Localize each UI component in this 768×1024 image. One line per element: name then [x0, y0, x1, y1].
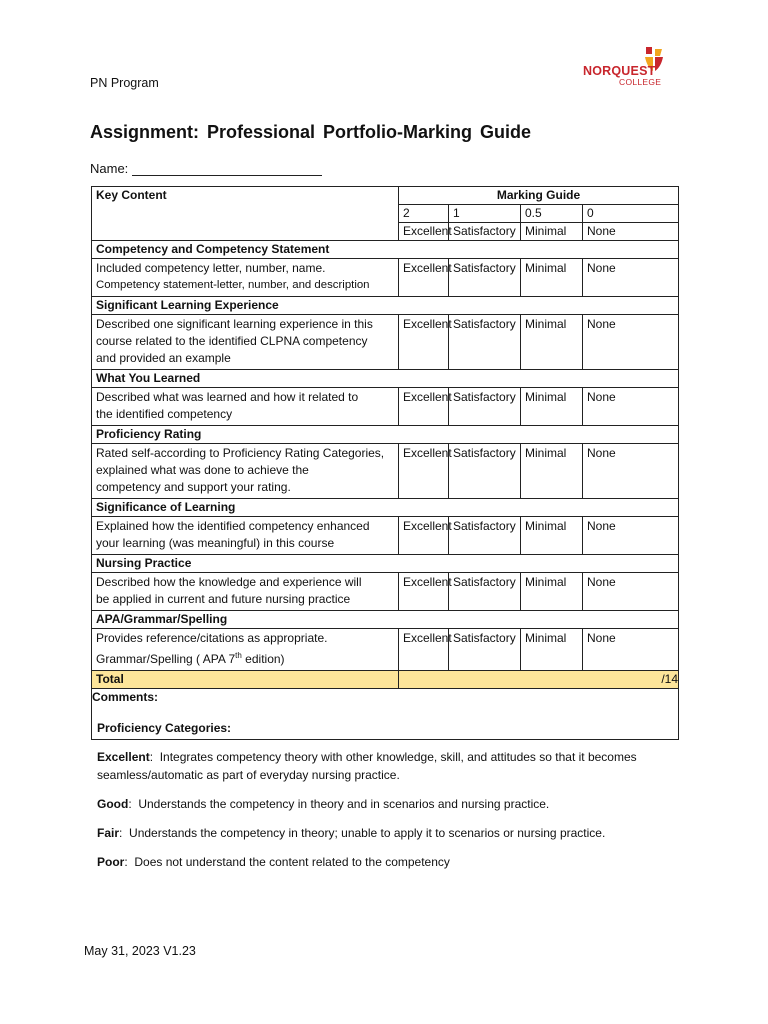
- page-title: Assignment: Professional Portfolio-Marking Guide: [90, 122, 532, 142]
- level-option-excellent: Excellent: [399, 629, 449, 671]
- total-row: [92, 671, 679, 689]
- criterion-line: Described one significant learning experience in this: [96, 317, 373, 331]
- criterion-line: competency and support your rating.: [96, 480, 291, 494]
- section-title: Competency and Competency Statement: [92, 241, 679, 259]
- criterion-line: Described how the knowledge and experience will: [96, 575, 362, 589]
- level-option-excellent: Excellent: [399, 517, 449, 555]
- level-option-none: None: [583, 629, 679, 671]
- total-label: Total: [92, 671, 399, 689]
- criterion-line: and provided an example: [96, 351, 231, 365]
- level-cell: Minimal: [521, 223, 583, 241]
- criterion-row: [92, 573, 679, 611]
- name-field-row: [90, 161, 322, 176]
- level-option-minimal: Minimal: [521, 517, 583, 555]
- level-option-none: None: [583, 388, 679, 426]
- score-cell: 2: [399, 205, 449, 223]
- criterion-row: [92, 315, 679, 370]
- level-option-satisfactory: Satisfactory: [449, 444, 521, 499]
- level-option-satisfactory: Satisfactory: [449, 629, 521, 671]
- score-cell: 0.5: [521, 205, 583, 223]
- level-option-excellent: Excellent: [399, 315, 449, 370]
- level-option-none: None: [583, 315, 679, 370]
- footer-version: May 31, 2023 V1.23: [84, 944, 196, 958]
- category-text: Understands the competency in theory and in scenarios and nursing practice.: [138, 797, 550, 811]
- criterion-line: your learning (was meaningful) in this course: [96, 536, 335, 550]
- level-option-satisfactory: Satisfactory: [449, 517, 521, 555]
- level-option-satisfactory: Satisfactory: [449, 259, 521, 297]
- level-cell: None: [583, 223, 679, 241]
- level-option-minimal: Minimal: [521, 444, 583, 499]
- criterion-description: [92, 629, 399, 671]
- level-option-minimal: Minimal: [521, 573, 583, 611]
- section-title: APA/Grammar/Spelling: [92, 611, 679, 629]
- criterion-row: [92, 629, 679, 671]
- categories-heading: Proficiency Categories:: [97, 721, 232, 735]
- level-option-excellent: Excellent: [399, 573, 449, 611]
- criterion-description: [92, 517, 399, 555]
- level-cell: Satisfactory: [449, 223, 521, 241]
- level-option-satisfactory: Satisfactory: [449, 315, 521, 370]
- norquest-logo: [583, 46, 673, 90]
- criterion-row: [92, 517, 679, 555]
- criterion-line: Explained how the identified competency enhanced: [96, 519, 370, 533]
- level-option-minimal: Minimal: [521, 259, 583, 297]
- section-title: What You Learned: [92, 370, 679, 388]
- category-item: Fair: Understands the competency in theory; unable to apply it to scenarios or nursing practice.: [97, 826, 606, 840]
- criterion-line: Rated self-according to Proficiency Rating Categories,: [96, 446, 385, 460]
- proficiency-categories: [97, 719, 657, 882]
- criterion-description: [92, 388, 399, 426]
- criterion-line: Provides reference/citations as appropriate.: [96, 631, 328, 645]
- criterion-text: Grammar/Spelling ( APA 7: [96, 652, 236, 666]
- total-value: /14: [399, 671, 679, 689]
- level-option-none: None: [583, 573, 679, 611]
- section-title: Proficiency Rating: [92, 426, 679, 444]
- score-cell: 1: [449, 205, 521, 223]
- criterion-line: Described what was learned and how it related to: [96, 390, 359, 404]
- level-option-minimal: Minimal: [521, 629, 583, 671]
- level-option-satisfactory: Satisfactory: [449, 388, 521, 426]
- criterion-line: Competency statement-letter, number, and description: [96, 279, 370, 291]
- category-text: Integrates competency theory with other knowledge, skill, and attitudes so that it becomes seamless/automatic as part of everyday nursing practice.: [97, 750, 637, 782]
- criterion-line: course related to the identified CLPNA competency: [96, 334, 368, 348]
- level-option-none: None: [583, 444, 679, 499]
- criterion-description: [92, 259, 399, 297]
- criterion-row: [92, 259, 679, 297]
- section-title: Significance of Learning: [92, 499, 679, 517]
- criterion-line: the identified competency: [96, 407, 233, 421]
- criterion-text: edition): [241, 652, 285, 666]
- score-cell: 0: [583, 205, 679, 223]
- marking-guide-header: Marking Guide: [399, 187, 679, 205]
- category-item: Excellent: Integrates competency theory with other knowledge, skill, and attitudes so that it becomes seamless/automatic as part of everyday nursing practice.: [97, 750, 637, 782]
- criterion-description: [92, 444, 399, 499]
- criterion-row: [92, 388, 679, 426]
- section-title: Nursing Practice: [92, 555, 679, 573]
- level-option-excellent: Excellent: [399, 388, 449, 426]
- criterion-line: explained what was done to achieve the: [96, 463, 309, 477]
- criterion-description: [92, 315, 399, 370]
- superscript: th: [235, 651, 242, 660]
- criterion-row: [92, 444, 679, 499]
- marking-guide-table: [91, 186, 679, 740]
- logo-wordmark: NORQUEST: [583, 64, 656, 78]
- criterion-line: [96, 647, 394, 668]
- section-title: Significant Learning Experience: [92, 297, 679, 315]
- name-input-line[interactable]: [132, 162, 322, 176]
- level-option-satisfactory: Satisfactory: [449, 573, 521, 611]
- category-label: Excellent: [97, 750, 150, 764]
- level-option-none: None: [583, 517, 679, 555]
- category-item: Good: Understands the competency in theory and in scenarios and nursing practice.: [97, 797, 550, 811]
- category-label: Poor: [97, 855, 125, 869]
- category-label: Fair: [97, 826, 120, 840]
- comments-label: Comments:: [92, 690, 159, 704]
- criterion-line: Included competency letter, number, name.: [96, 261, 326, 275]
- level-option-none: None: [583, 259, 679, 297]
- program-label: PN Program: [90, 76, 159, 90]
- level-cell: Excellent: [399, 223, 449, 241]
- category-item: Poor: Does not understand the content related to the competency: [97, 855, 450, 869]
- category-label: Good: [97, 797, 129, 811]
- logo-subtext: COLLEGE: [619, 77, 662, 87]
- level-option-minimal: Minimal: [521, 388, 583, 426]
- criterion-description: [92, 573, 399, 611]
- category-text: Understands the competency in theory; unable to apply it to scenarios or nursing practice.: [129, 826, 606, 840]
- criterion-line: be applied in current and future nursing practice: [96, 592, 351, 606]
- key-content-header: Key Content: [92, 187, 399, 241]
- level-option-minimal: Minimal: [521, 315, 583, 370]
- level-option-excellent: Excellent: [399, 259, 449, 297]
- name-label: Name:: [90, 161, 129, 176]
- level-option-excellent: Excellent: [399, 444, 449, 499]
- category-text: Does not understand the content related to the competency: [134, 855, 450, 869]
